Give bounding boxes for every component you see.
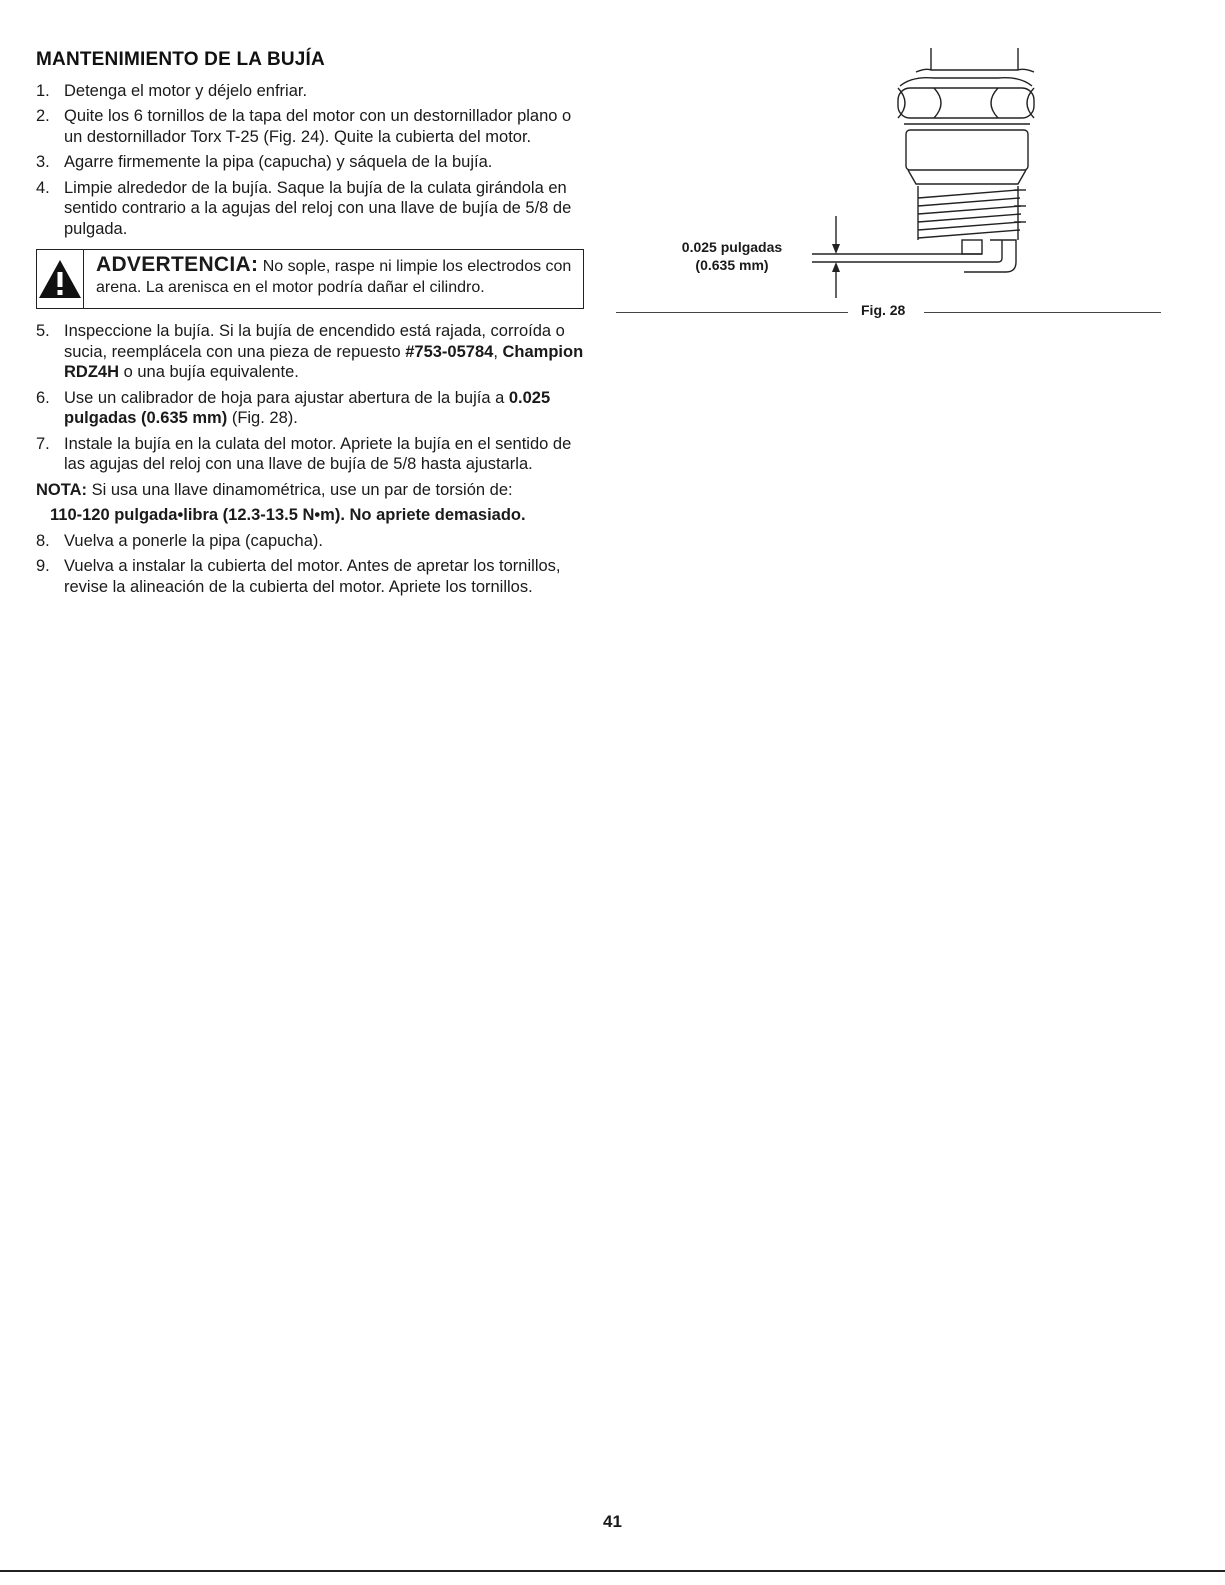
- page-number: 41: [603, 1512, 622, 1531]
- step-3: 3. Agarre firmemente la pipa (capucha) y sáquela de la bujía.: [36, 153, 493, 171]
- bottom-rule: [0, 1570, 1225, 1572]
- figure-caption-row: [616, 302, 1161, 322]
- torque-spec: 110-120 pulgada•libra (12.3-13.5 N•m). No apriete demasiado.: [50, 506, 526, 524]
- caption-rule-right: [924, 312, 1161, 313]
- gap-spec: 0.025 pulgadas (0.635 mm): [64, 388, 551, 427]
- section-title: MANTENIMIENTO DE LA BUJÍA: [36, 49, 325, 70]
- gap-label: 0.025 pulgadas (0.635 mm): [681, 239, 783, 273]
- warning-icon-cell: [37, 250, 84, 308]
- steps-list-c: [36, 531, 584, 598]
- steps-list-b: [36, 321, 584, 475]
- warning-text: [84, 250, 583, 308]
- warning-box: [36, 249, 584, 309]
- note: NOTA: Si usa una llave dinamométrica, use un par de torsión de:: [36, 480, 513, 499]
- instructions-column: [36, 50, 584, 602]
- note-label: NOTA:: [36, 480, 88, 499]
- warning-title: ADVERTENCIA:: [96, 253, 259, 276]
- warning-triangle-icon: [37, 258, 83, 300]
- steps-list-a: [36, 81, 584, 240]
- step-8: 8. Vuelva a ponerle la pipa (capucha).: [36, 531, 323, 550]
- step-2: 2. Quite los 6 tornillos de la tapa del motor con un destornillador plano o un destornillador Torx T-25 (Fig. 24). Quite la cubierta del motor.: [36, 107, 572, 146]
- step-9: 9. Vuelva a instalar la cubierta del motor. Antes de apretar los tornillos, revise la alineación de la cubierta del motor. Apriete los tornillos.: [36, 557, 561, 596]
- step-5: 5. Inspeccione la bujía. Si la bujía de encendido está rajada, corroída o sucia, reemplácela con una pieza de repuesto #753-05784, Champion RDZ4H o una bujía equivalente.: [36, 322, 584, 381]
- step-4: 4. Limpie alrededor de la bujía. Saque la bujía de la culata girándola en sentido contrario a la agujas del reloj con una llave de bujía de 5/8 de pulgada.: [36, 178, 572, 238]
- figure-28: [616, 40, 1161, 330]
- warning-body: No sople, raspe ni limpie los electrodos con arena. La arenisca en el motor podría dañar el cilindro.: [96, 258, 572, 296]
- spark-plug-model: Champion RDZ4H: [64, 342, 584, 381]
- caption-rule-left: [616, 312, 848, 313]
- figure-caption: Fig. 28: [861, 302, 906, 318]
- part-number: #753-05784: [405, 342, 494, 361]
- step-1: 1. Detenga el motor y déjelo enfriar.: [36, 81, 308, 100]
- step-7: 7. Instale la bujía en la culata del motor. Apriete la bujía en el sentido de las agujas del reloj con una llave de bujía de 5/8 hasta ajustarla.: [36, 434, 572, 473]
- step-6: 6. Use un calibrador de hoja para ajustar abertura de la bujía a 0.025 pulgadas (0.635 mm) (Fig. 28).: [36, 388, 551, 427]
